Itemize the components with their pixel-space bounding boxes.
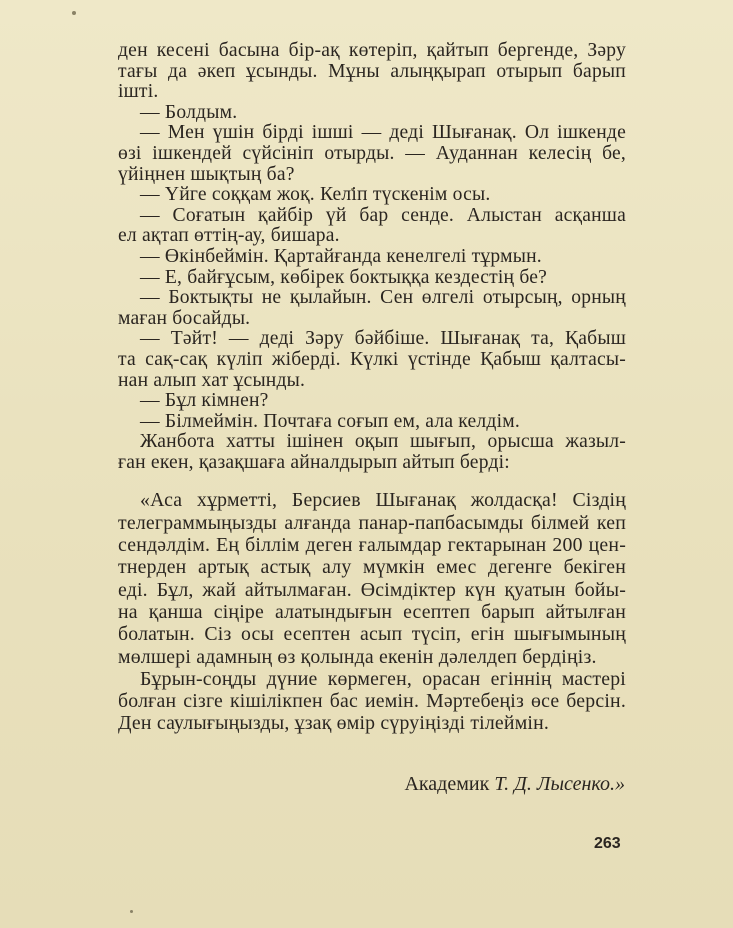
dialogue-line: — Боктықты не қылайын. Сен өлгелі отырсың, орның xyxy=(140,287,626,309)
letter-line: «Аса хұрметті, Берсиев Шығанақ жолдасқа! Сіздің xyxy=(140,489,626,512)
signature-name: Т. Д. Лысенко.» xyxy=(494,773,625,795)
text-line: үйіңнен шықтың ба? xyxy=(118,163,295,185)
text-line: маған босайды. xyxy=(118,307,251,329)
letter-line: Бұрын-соңды дүние көрмеген, орасан егіннің мастері xyxy=(140,667,626,690)
text-line: тағы да әкеп ұсынды. Мұны алыңқырап отырып барып xyxy=(118,60,626,82)
letter-line: еді. Бұл, жай айтылмаған. Өсімдіктер күн қуатын бойы- xyxy=(118,578,626,601)
paragraph-gap xyxy=(118,473,626,489)
dialogue-line: — Е, байғұсым, көбірек боктыққа кездестің бе? xyxy=(140,266,548,288)
dialogue-line: — Тәйт! — деді Зәру бәйбіше. Шығанақ та, Қабыш xyxy=(140,328,626,350)
text-line: Жанбота хатты ішінен оқып шығып, орысша жазыл- xyxy=(140,431,626,453)
text-line: ішті. xyxy=(118,81,159,103)
letter-line: болған сізге кішілікпен бас иемін. Мәртебеңіз өсе берсін. xyxy=(118,690,626,713)
text-line: нан алып хат ұсынды. xyxy=(118,369,306,391)
text-line: ған екен, қазақшаға айналдырып айтып берді: xyxy=(118,451,510,473)
letter-line: Ден саулығыңызды, ұзақ өмір сүруіңізді тілеймін. xyxy=(118,712,550,735)
page-number: 263 xyxy=(594,835,621,852)
dialogue-line: — Мен үшін бірді ішші — деді Шығанақ. Ол ішкенде xyxy=(140,122,626,144)
letter-line: болатын. Сіз осы есептен асып түсіп, егін шығымының xyxy=(118,623,626,646)
letter-line: телеграммыңызды алғанда панар-папбасымды білмей кеп xyxy=(118,511,626,534)
dialogue-line: — Білмеймін. Почтаға соғып ем, ала келдім. xyxy=(140,410,520,432)
dialogue-line: — Болдым. xyxy=(140,101,238,123)
dialogue-line: — Өкінбеймін. Қартайғанда кенелгелі тұрмын. xyxy=(140,245,542,267)
text-line: ел ақтап өттің-ау, бишара. xyxy=(118,225,340,247)
signature-title: Академик xyxy=(404,773,490,795)
text-line: та сақ-сақ күліп жіберді. Күлкі үстінде Қабыш қалтасы- xyxy=(118,348,626,370)
body-text xyxy=(118,41,626,735)
paper-speck xyxy=(130,910,133,913)
letter-line: тнерден артық астық алу мүмкін емес дегенге бекіген xyxy=(118,556,626,579)
text-line: өзі ішкендей сүйсініп отырды. — Ауданнан келесің бе, xyxy=(118,142,626,164)
letter-line: на қанша сіңіре алатындығын есептеп барып айтылған xyxy=(118,600,626,623)
letter-line: сендәлдім. Ең біллім деген ғалымдар гектарынан 200 цен- xyxy=(118,534,626,557)
dialogue-line: — Бұл кімнен? xyxy=(140,390,269,412)
text-line: ден кесені басына бір-ақ көтеріп, қайтып бергенде, Зәру xyxy=(118,40,626,61)
letter-line: мөлшері адамның өз қолында екенін дәлелдеп бердіңіз. xyxy=(118,645,597,668)
dialogue-line: — Соғатын қайбір үй бар сенде. Алыстан асқанша xyxy=(140,204,626,226)
letter-signature xyxy=(404,773,625,796)
letter-text xyxy=(118,489,626,734)
paper-speck xyxy=(72,11,76,15)
dialogue-line: — Үйге соққам жоқ. Келіп түскенім осы. xyxy=(140,184,491,206)
